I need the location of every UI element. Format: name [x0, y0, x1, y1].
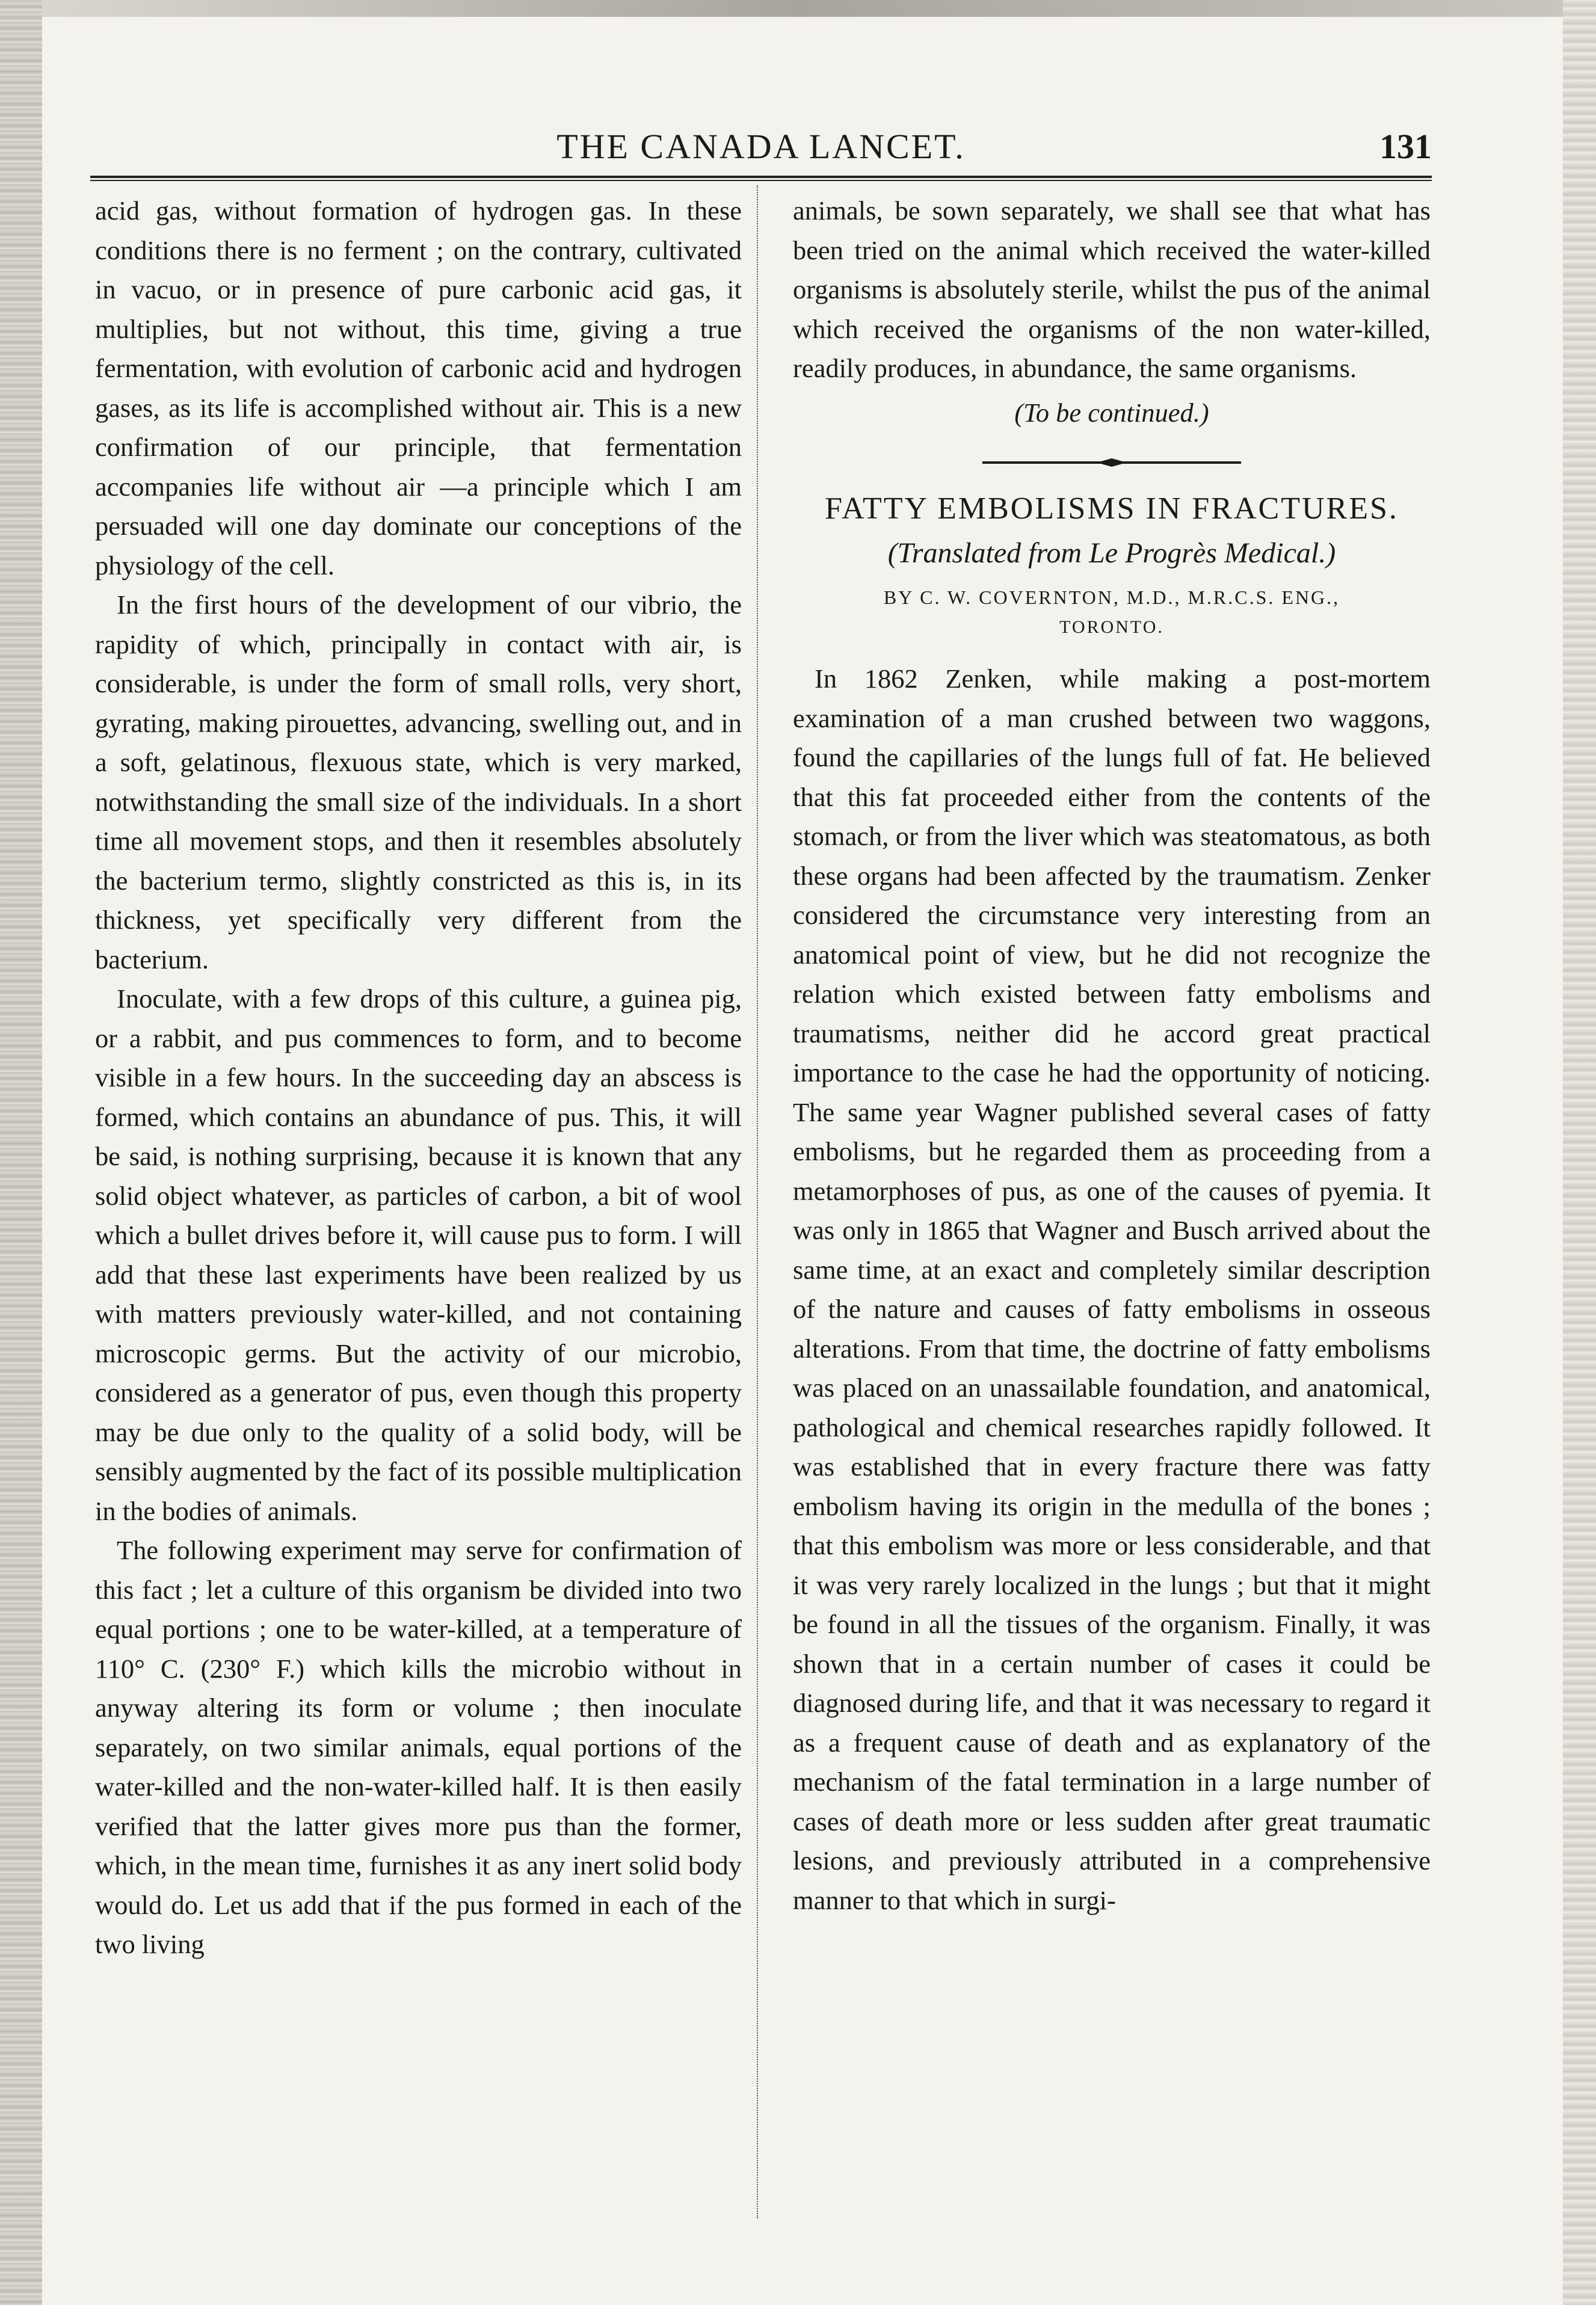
running-head: THE CANADA LANCET.: [556, 127, 966, 166]
paragraph: animals, be sown separately, we shall see that what has been tried on the animal which received the water-killed organisms is absolutely sterile, whilst the pus of the animal which received the organisms of the non water-killed, readily produces, in abundance, the same organisms.: [793, 195, 1431, 383]
byline-affiliation: TORONTO.: [1059, 617, 1164, 637]
paragraph: Inoculate, with a few drops of this culture, a guinea pig, or a rabbit, and pus commences to form, and to become visible in a few hours. In the succeeding day an abscess is formed, which contains an abundance of pus. This, it will be said, is nothing surprising, because it is known that any solid object whatever, as particles of carbon, a bit of wool which a bullet drives before it, will cause pus to form. I will add that these last experiments have been realized by us with matters previously water-killed, and not containing microscopic germs. But the activity of our microbio, considered as a generator of pus, even though this property may be due only to the quality of a solid body, will be sensibly augmented by the fact of its possible multiplication in the bodies of animals.: [95, 983, 742, 1526]
page-number: 131: [1379, 127, 1432, 166]
article-subtitle: (Translated from Le Progrès Medical.): [887, 537, 1336, 569]
left-column: [95, 191, 742, 1965]
scan-edge-right: [1563, 0, 1596, 2305]
header-rule: [90, 176, 1432, 181]
byline: BY C. W. COVERNTON, M.D., M.R.C.S. ENG.,: [883, 586, 1340, 608]
scan-edge-left: [0, 0, 42, 2305]
column-divider: [757, 185, 758, 2218]
scan-edge-top: [0, 0, 1596, 17]
continued-note: (To be continued.): [1014, 397, 1209, 428]
paragraph: In the first hours of the development of our vibrio, the rapidity of which, principally in contact with air, is considerable, is under the form of small rolls, very short, gyrating, making pirouettes, advancing, swelling out, and in a soft, gelatinous, flexuous state, which is very marked, notwithstanding the small size of the individuals. In a short time all movement stops, and then it resembles absolutely the bacterium termo, slightly constricted as this is, in its thickness, yet specifically very different from the bacterium.: [95, 589, 742, 974]
paragraph: acid gas, without formation of hydrogen gas. In these conditions there is no ferment ; on the contrary, cultivated in vacuo, or in presence of pure carbonic acid gas, it multiplies, but not without, this time, giving a true fermentation, with evolution of carbonic acid and hydrogen gases, as its life is accomplished without air. This is a new confirmation of our principle, that fermentation accompanies life without air —a principle which I am persuaded will one day dominate our conceptions of the physiology of the cell.: [95, 195, 742, 580]
page-header: [90, 120, 1432, 174]
paragraph: The following experiment may serve for confirmation of this fact ; let a culture of this organism be divided into two equal portions ; one to be water-killed, at a temperature of 110° C. (230° F.) which kills the microbio without in anyway altering its form or volume ; then inoculate separately, on two similar animals, equal portions of the water-killed and the non-water-killed half. It is then easily verified that the latter gives more pus than the former, which, in the mean time, furnishes it as any inert solid body would do. Let us add that if the pus formed in each of the two living: [95, 1535, 742, 1959]
ornament-divider: [982, 457, 1241, 469]
right-column: [793, 191, 1431, 1920]
article-title: FATTY EMBOLISMS IN FRACTURES.: [825, 491, 1399, 526]
paragraph: In 1862 Zenken, while making a post-mortem examination of a man crushed between two waggons, found the capillaries of the lungs full of fat. He believed that this fat proceeded either from the contents of the stomach, or from the liver which was steatomatous, as both these organs had been affected by the traumatism. Zenker considered the circumstance very interesting from an anatomical point of view, but he did not recognize the relation which existed between fatty embolisms and traumatisms, neither did he accord great practical importance to the case he had the opportunity of noticing. The same year Wagner published several cases of fatty embolisms, but he regarded them as proceeding from a metamorphoses of pus, as one of the causes of pyemia. It was only in 1865 that Wagner and Busch arrived about the same time, at an exact and completely similar description of the nature and causes of fatty embolisms in osseous alterations. From that time, the doctrine of fatty embolisms was placed on an unassailable foundation, and anatomical, pathological and chemical researches rapidly followed. It was established that in every fracture there was fatty embolism having its origin in the medulla of the bones ; that this embolism was more or less considerable, and that it was very rarely localized in the lungs ; but that it might be found in all the tissues of the organism. Finally, it was shown that in a certain number of cases it could be diagnosed during life, and that it was necessary to regard it as a frequent cause of death and as explanatory of the mechanism of the fatal termination in a large number of cases of death more or less sudden after great traumatic lesions, and previously attributed in a comprehensive manner to that which in surgi-: [793, 663, 1431, 1915]
